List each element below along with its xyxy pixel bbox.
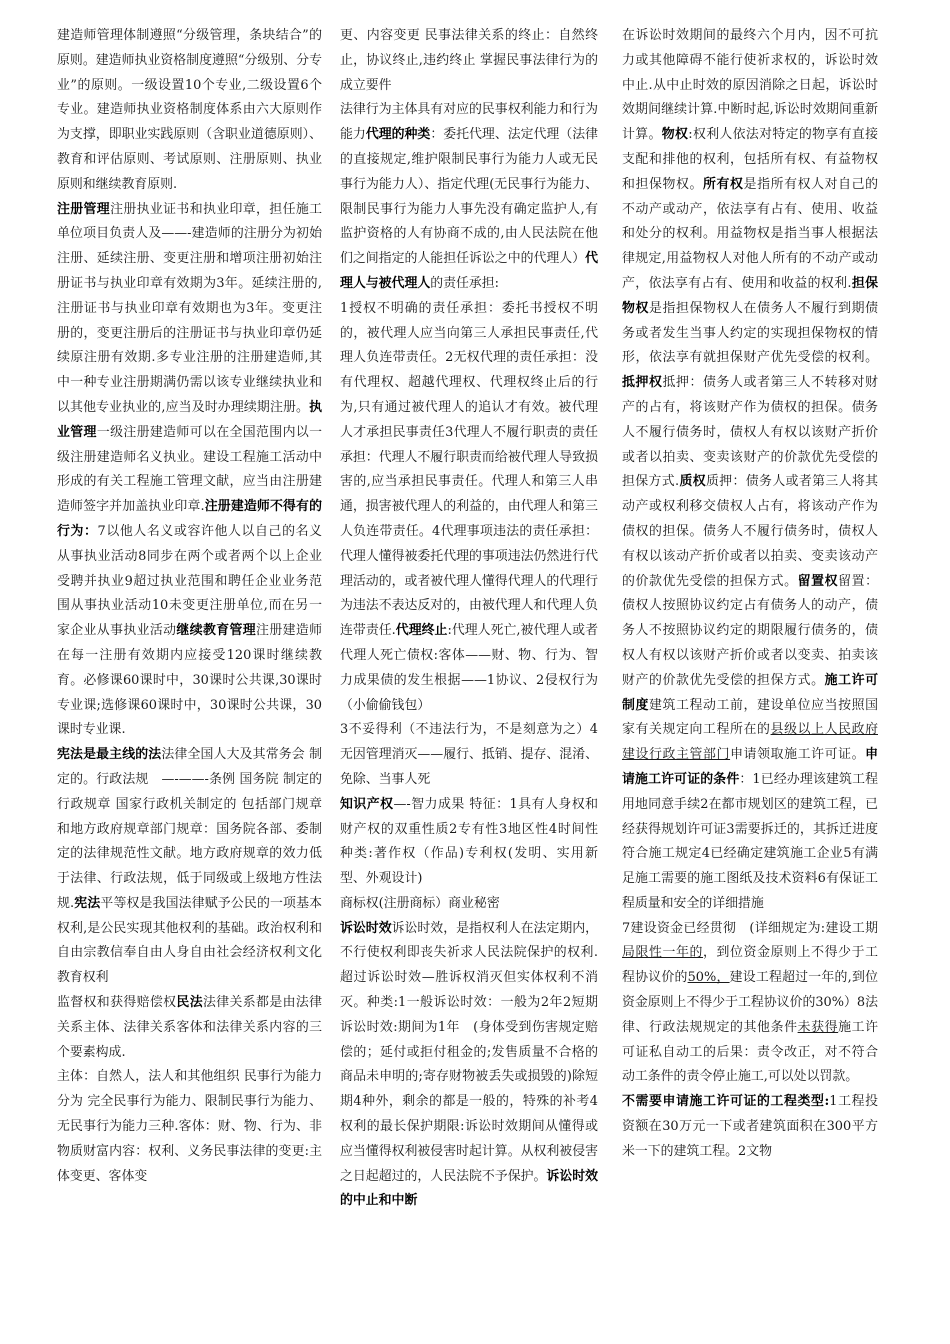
heading-term: 质权 — [679, 474, 707, 490]
body-text: 法律全国人大及其常务会 制定的。行政法规 —-——-条例 国务院 制定的行政规章 国家行政机关制定的 包括部门规章和地方政府规章部门规章：国务院各部、委制定的法律规范性文献。地方政府规章的效力低于法律、行政法规，低于同级或上级地方性法规. — [57, 747, 322, 911]
heading-term: 代理人与被代理人 — [340, 251, 598, 291]
heading-term: 诉讼时效的中止和中断 — [340, 1168, 598, 1209]
heading-term: 施工许可制度 — [622, 672, 878, 713]
body-text: 更、内容变更 民事法律关系的终止：自然终止，协议终止,违约终止 掌握民事法律行为的成立要件 — [340, 28, 598, 93]
body-text: 留置：债权人按照协议约定占有债务人的动产，债务人不按照协议约定的期限履行债务的，债权人有权以该财产折价或者以变卖、拍卖该财产的价款优先受偿的担保方式。 — [622, 573, 878, 688]
paragraph — [340, 793, 598, 892]
heading-term: 代理的种类 — [365, 127, 431, 143]
paragraph — [340, 892, 598, 917]
body-text: 是指所有权人对自己的不动产或动产，依法享有占有、使用、收益和处分的权利。用益物权是指当事人根据法律规定,用益物权人对他人所有的不动产或动产，依法享有占有、使用和收益的权利. — [622, 176, 878, 291]
heading-term: 宪法 — [74, 895, 101, 911]
paragraph — [622, 1090, 878, 1164]
body-text: 1授权不明确的责任承担：委托书授权不明的，被代理人应当向第三人承担民事责任,代理人负连带责任。2无权代理的责任承担：没有代理权、超越代理权、代理权终止后的行为,只有通过被代理人的追认才有效。被代理人才承担民事责任3代理人不履行职责的责任承担：代理人不履行职责而给被代理人导致损害的,应当承担民事责任。代理人和第三人串通，损害被代理人的利益的，由代理人和第三人负连带责任。4代理事项违法的责任承担：代理人懂得被委托代理的事项违法仍然进行代理活动的，或者被代理人懂得代理人的代理行为违法不表达反对的，由被代理人和代理人负连带责任. — [340, 300, 598, 639]
body-text: 主体：自然人，法人和其他组织 民事行为能力分为 完全民事行为能力、限制民事行为能力、无民事行为能力三种.客体：财、物、行为、非物质财富内容：权利、义务民事法律的变更:主体变更、客体变 — [57, 1069, 322, 1184]
body-text: 在诉讼时效期间的最终六个月内，因不可抗力或其他障碍不能行使祈求权的，诉讼时效中止.从中止时效的原因消除之日起，诉讼时效期间继续计算.中断时起,诉讼时效期间重新计算。 — [622, 28, 878, 143]
body-text: 建筑工程动工前，建设单位应当按照国家有关规定向工程所在的 — [622, 697, 878, 738]
body-text: :代理人死亡,被代理人或者代理人死亡债权:客体——财、物、行为、智力成果债的发生根据——1协议、2侵权行为（小偷偷钱包） — [340, 623, 598, 713]
body-text: 质押：债务人或者第三人将其动产或权利移交债权人占有，将该动产作为债权的担保。债务人不履行债务时，债权人有权以该动产折价或者以拍卖、变卖该动产的价款优先受偿的担保方式。 — [622, 474, 878, 589]
body-text: ，到位资金原则上不得少于工程协议价的 — [622, 945, 878, 986]
body-text: 商标权(注册商标）商业秘密 — [340, 895, 500, 911]
body-text: 3不妥得利（不违法行为，不是刻意为之）4无因管理消灭——履行、抵销、提存、混淆、免除、当事人死 — [340, 722, 598, 787]
paragraph — [340, 718, 598, 792]
body-text: 注册执业证书和执业印章，担任施工单位项目负责人及——-建造师的注册分为初始注册、延续注册、变更注册和增项注册初始注册证书与执业印章有效期为3年。延续注册的,注册证书与执业印章有效期也为3年。变更注册的，变更注册后的注册证书与执业印章仍延续原注册有效期.多专业注册的注册建造师,其中一种专业注册期满仍需以该专业继续执业和以其他专业执业的,应当及时办理续期注册。 — [57, 201, 322, 415]
body-text: 建设工程超过一年的,到位资金原则上不得少于工程协议价的30%）8法律、行政法规规定的其他条件 — [622, 970, 878, 1035]
heading-term: 留置权 — [797, 573, 839, 589]
heading-term: 所有权 — [703, 176, 744, 192]
body-text: 1工程投资额在30万元一下或者建筑面积在300平方米一下的建筑工程。2文物 — [622, 1094, 878, 1159]
heading-term: 知识产权 — [340, 796, 394, 812]
heading-term: 物权 — [661, 127, 689, 143]
body-text: 是指担保物权人在债务人不履行到期债务或者发生当事人约定的实现担保物权的情形，依法享有就担保财产优先受偿的权利。 — [622, 300, 878, 366]
paragraph — [622, 24, 878, 917]
paragraph — [57, 198, 322, 744]
text-column-middle — [340, 24, 598, 1324]
body-text: 一级注册建造师可以在全国范围内以一级注册建造师名义执业。建设工程施工活动中形成的有关工程施工管理文献，应当由注册建造师签字并加盖执业印章. — [57, 424, 322, 515]
body-text: —-智力成果 特征：1具有人身权和财产权的双重性质2专有性3地区性4时间性 种类:著作权（作品)专利权(发明、实用新型、外观设计) — [340, 796, 598, 887]
body-text: 抵押：债务人或者第三人不转移对财产的占有，将该财产作为债权的担保。债务人不履行债务时，债权人有权以该财产折价或者以拍卖、变卖该财产的价款优先受偿的担保方式. — [622, 375, 878, 490]
body-text: 平等权是我国法律赋予公民的一项基本权利,是公民实现其他权利的基础。政治权利和自由宗教信奉自由人身自由社会经济权利文化教育权利 — [57, 895, 322, 986]
underlined-text: 未获得 — [797, 1019, 839, 1035]
body-text: 监督权和获得赔偿权 — [57, 995, 177, 1011]
paragraph — [57, 991, 322, 1065]
paragraph — [340, 917, 598, 1215]
heading-term: 民法 — [176, 995, 203, 1011]
text-column-left — [57, 24, 322, 1324]
body-text: 的责任承担: — [430, 275, 500, 291]
heading-term: 继续教育管理 — [176, 623, 257, 639]
body-text: 建造师管理体制遵照“分级管理，条块结合”的原则。建造师执业资格制度遵照“分级别、分专业”的原则。一级设置10个专业,二级设置6个专业。建造师执业资格制度体系由六大原则作为支撑，即职业实践原则（含职业道德原则）、教育和评估原则、考试原则、注册原则、执业原则和继续教育原则. — [57, 28, 322, 192]
body-text: 施工许可证私自动工的后果：责令改正，对不符合动工条件的责令停止施工,可以处以罚款。 — [622, 1019, 878, 1085]
heading-term: 诉讼时效 — [340, 920, 392, 936]
paragraph — [340, 297, 598, 719]
text-column-right — [622, 24, 878, 1324]
body-text: 申请领取施工许可证。 — [730, 747, 866, 763]
paragraph — [57, 743, 322, 991]
paragraph — [340, 24, 598, 98]
body-text: :权利人依法对特定的物享有直接支配和排他的权利，包括所有权、有益物权和担保物权。 — [622, 127, 878, 192]
heading-term: 宪法是最主线的法 — [57, 747, 162, 763]
body-text: 7以他人名义或容许他人以自己的名义从事执业活动8同步在两个或者两个以上企业受聘并执业9超过执业范围和聘任企业业务范围从事执业活动10未变更注册单位,而在另一家企业从事执业活动 — [57, 523, 322, 639]
heading-term: 注册管理 — [57, 201, 111, 217]
heading-term: 申请施工许可证的条件 — [622, 747, 878, 787]
paragraph — [57, 1065, 322, 1189]
body-text: 诉讼时效，是指权利人在法定期内，不行使权利即丧失祈求人民法院保护的权利.超过诉讼时效—胜诉权消灭但实体权利不消灭。种类:1一般诉讼时效：一般为2年2短期诉讼时效:期间为1年 (身体受到伤害规定赔偿的；延付或拒付租金的;发售质量不合格的商品未申明的;寄存财物被丢失或损毁的)除短期4种外，剩余的都是一般的，特殊的补考4权利的最长保护期限:诉讼时效期间从懂得或应当懂得权利被侵害时起计算。从权利被侵害之日起超过的，人民法院不予保护。 — [340, 920, 598, 1184]
heading-term: 担保物权 — [622, 275, 878, 316]
body-text: 法律关系都是由法律关系主体、法律关系客体和法律关系内容的三个要素构成. — [57, 995, 322, 1060]
heading-term: 抵押权 — [622, 375, 663, 391]
heading-term: 注册建造师不得有的行为： — [57, 499, 322, 539]
body-text: ：1已经办理该建筑工程用地同意手续2在都市规划区的建筑工程，已经获得规划许可证3需要拆迁的，其拆迁进度符合施工规定4已经确定建筑施工企业5有满足施工需要的施工图纸及技术资料6有保证工程质量和安全的详细措施 — [622, 771, 878, 911]
body-text: 法律行为主体具有对应的民事权利能力和行为能力 — [340, 102, 598, 143]
underlined-text: 局限性一年的 — [622, 945, 704, 961]
heading-term: 代理终止 — [395, 623, 448, 639]
underlined-text: 县级以上人民政府建设行政主管部门 — [622, 722, 878, 763]
heading-term: 不需要申请施工许可证的工程类型: — [622, 1094, 830, 1110]
paragraph — [340, 98, 598, 296]
body-text: 7建设资金已经贯彻 (详细规定为:建设工期 — [622, 920, 878, 936]
paragraph — [57, 24, 322, 198]
heading-term: 执业管理 — [57, 399, 322, 440]
body-text: ：委托代理、法定代理（法律的直接规定,维护限制民事行为能力人或无民事行为能力人）、指定代理(无民事行为能力、限制民事行为能力人事先没有确定监护人,有监护资格的人有协商不成的,由人民法院在他们之间指定的人能担任诉讼之中的代理人） — [340, 127, 598, 267]
body-text: 注册建造师在每一注册有效期内应接受120课时继续教育。必修课60课时中，30课时公共课,30课时专业课;选修课60课时中，30课时公共课，30课时专业课. — [57, 623, 322, 738]
paragraph — [622, 917, 878, 1091]
underlined-text: 50%， — [687, 970, 730, 986]
